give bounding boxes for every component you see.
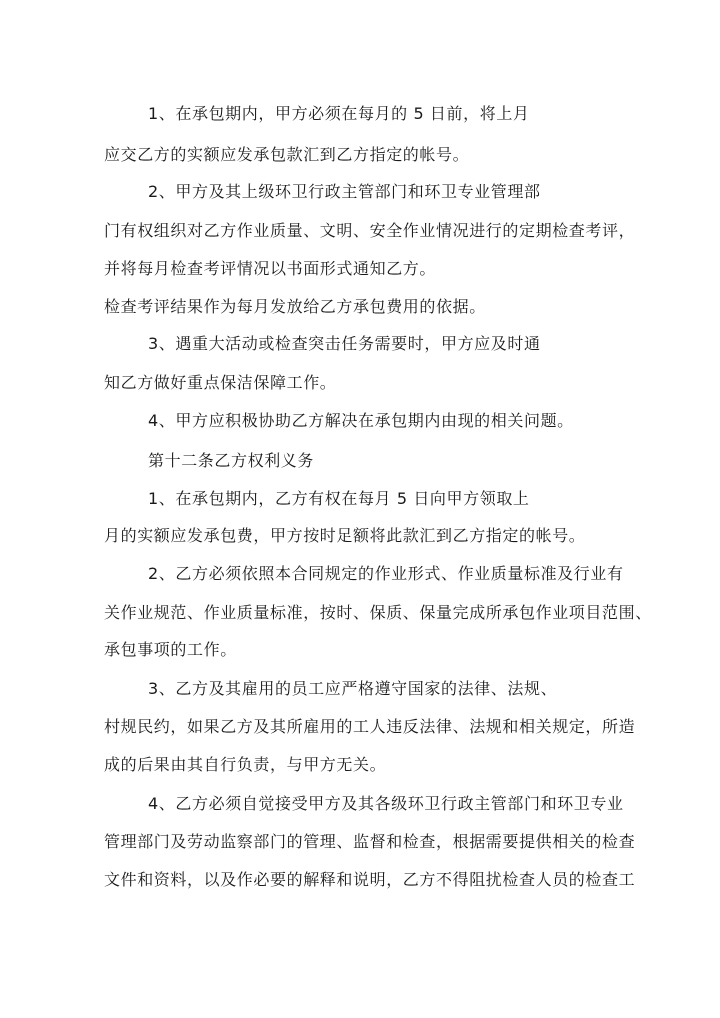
paragraph-line: 村规民约，如果乙方及其所雇用的工人违反法律、法规和相关规定，所造 [104,717,636,736]
paragraph-line: 承包事项的工作。 [104,640,237,659]
paragraph-line: 并将每月检查考评情况以书面形式通知乙方。 [104,259,437,278]
paragraph-line: 3、遇重大活动或检查突击任务需要时，甲方应及时通 [148,334,541,353]
paragraph-line: 1、在承包期内，甲方必须在每月的 5 日前，将上月 [148,104,530,123]
paragraph-line: 管理部门及劳动监察部门的管理、监督和检查，根据需要提供相关的检查 [104,832,636,851]
paragraph-line: 文件和资料，以及作必要的解释和说明，乙方不得阻扰检查人员的检查工 [104,870,636,889]
paragraph-line: 门有权组织对乙方作业质量、文明、安全作业情况进行的定期检查考评， [104,221,636,240]
paragraph-line: 应交乙方的实额应发承包款汇到乙方指定的帐号。 [104,145,470,164]
paragraph-line: 知乙方做好重点保洁保障工作。 [104,373,337,392]
paragraph-line: 3、乙方及其雇用的员工应严格遵守国家的法律、法规、 [148,679,558,698]
paragraph-line: 检查考评结果作为每月发放给乙方承包费用的依据。 [104,297,486,316]
paragraph-line: 4、甲方应积极协助乙方解决在承包期内由现的相关问题。 [148,411,574,430]
paragraph-line: 关作业规范、作业质量标准，按时、保质、保量完成所承包作业项目范围、 [104,603,652,622]
paragraph-line: 1、在承包期内，乙方有权在每月 5 日向甲方领取上 [148,489,530,508]
paragraph-line: 4、乙方必须自觉接受甲方及其各级环卫行政主管部门和环卫专业 [148,794,624,813]
section-heading: 第十二条乙方权利义务 [148,451,315,470]
paragraph-line: 月的实额应发承包费，甲方按时足额将此款汇到乙方指定的帐号。 [104,526,586,545]
paragraph-line: 2、乙方必须依照本合同规定的作业形式、作业质量标准及行业有 [148,564,624,583]
paragraph-line: 2、甲方及其上级环卫行政主管部门和环卫专业管理部 [148,182,541,201]
paragraph-line: 成的后果由其自行负责，与甲方无关。 [104,755,387,774]
